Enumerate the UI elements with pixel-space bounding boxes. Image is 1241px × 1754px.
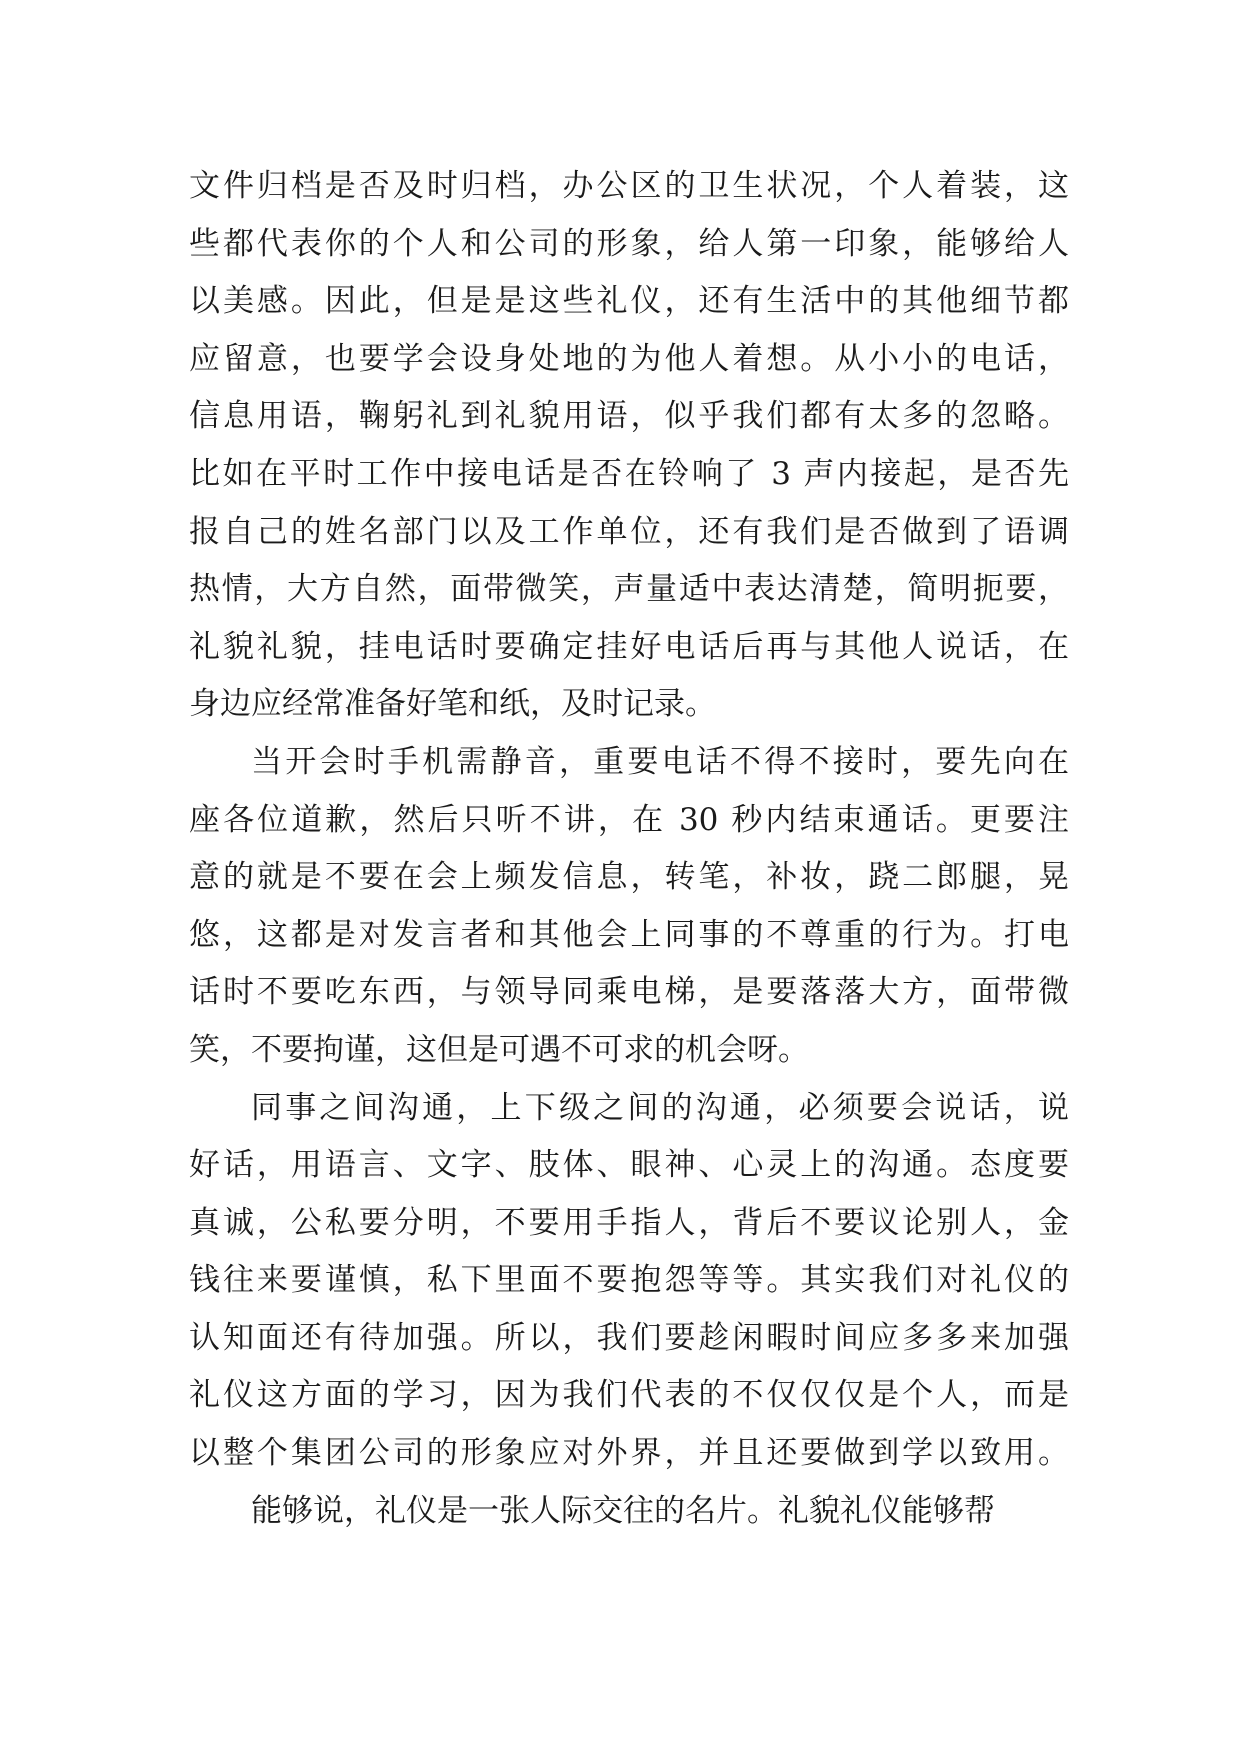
text-line: 热情，大方自然，面带微笑，声量适中表达清楚，简明扼要， bbox=[189, 571, 1069, 608]
text-line: 以整个集团公司的形象应对外界，并且还要做到学以致用。 bbox=[189, 1435, 1069, 1472]
text-line: 钱往来要谨慎，私下里面不要抱怨等等。其实我们对礼仪的 bbox=[189, 1262, 1069, 1299]
paragraph-first-line: 能够说，礼仪是一张人际交往的名片。礼貌礼仪能够帮 bbox=[251, 1492, 995, 1529]
text-line: 些都代表你的个人和公司的形象，给人第一印象，能够给人 bbox=[189, 225, 1069, 262]
text-line: 座各位道歉，然后只听不讲，在 30 秒内结束通话。更要注 bbox=[189, 801, 1069, 838]
text-line: 悠，这都是对发言者和其他会上同事的不尊重的行为。打电 bbox=[189, 916, 1069, 953]
text-line: 好话，用语言、文字、肢体、眼神、心灵上的沟通。态度要 bbox=[189, 1147, 1069, 1184]
text-line: 信息用语，鞠躬礼到礼貌用语，似乎我们都有太多的忽略。 bbox=[189, 398, 1069, 435]
body-text bbox=[189, 158, 1069, 1540]
text-line: 应留意，也要学会设身处地的为他人着想。从小小的电话， bbox=[189, 340, 1069, 377]
text-line: 话时不要吃东西，与领导同乘电梯，是要落落大方，面带微 bbox=[189, 974, 1069, 1011]
text-line: 认知面还有待加强。所以，我们要趁闲暇时间应多多来加强 bbox=[189, 1319, 1069, 1356]
text-line: 比如在平时工作中接电话是否在铃响了 3 声内接起，是否先 bbox=[189, 455, 1069, 492]
text-line: 意的就是不要在会上频发信息，转笔，补妆，跷二郎腿，晃 bbox=[189, 859, 1069, 896]
text-line: 身边应经常准备好笔和纸，及时记录。 bbox=[189, 686, 716, 723]
paragraph-first-line: 当开会时手机需静音，重要电话不得不接时，要先向在 bbox=[251, 743, 1069, 780]
paragraph-first-line: 同事之间沟通，上下级之间的沟通，必须要会说话，说 bbox=[251, 1089, 1069, 1126]
text-line: 礼仪这方面的学习，因为我们代表的不仅仅仅是个人，而是 bbox=[189, 1377, 1069, 1414]
text-line: 真诚，公私要分明，不要用手指人，背后不要议论别人，金 bbox=[189, 1204, 1069, 1241]
text-line: 报自己的姓名部门以及工作单位，还有我们是否做到了语调 bbox=[189, 513, 1069, 550]
text-line: 以美感。因此，但是是这些礼仪，还有生活中的其他细节都 bbox=[189, 283, 1069, 320]
text-line: 文件归档是否及时归档，办公区的卫生状况，个人着装，这 bbox=[189, 168, 1069, 204]
text-line: 笑，不要拘谨，这但是可遇不可求的机会呀。 bbox=[189, 1031, 809, 1068]
text-line: 礼貌礼貌，挂电话时要确定挂好电话后再与其他人说话，在 bbox=[189, 628, 1069, 665]
